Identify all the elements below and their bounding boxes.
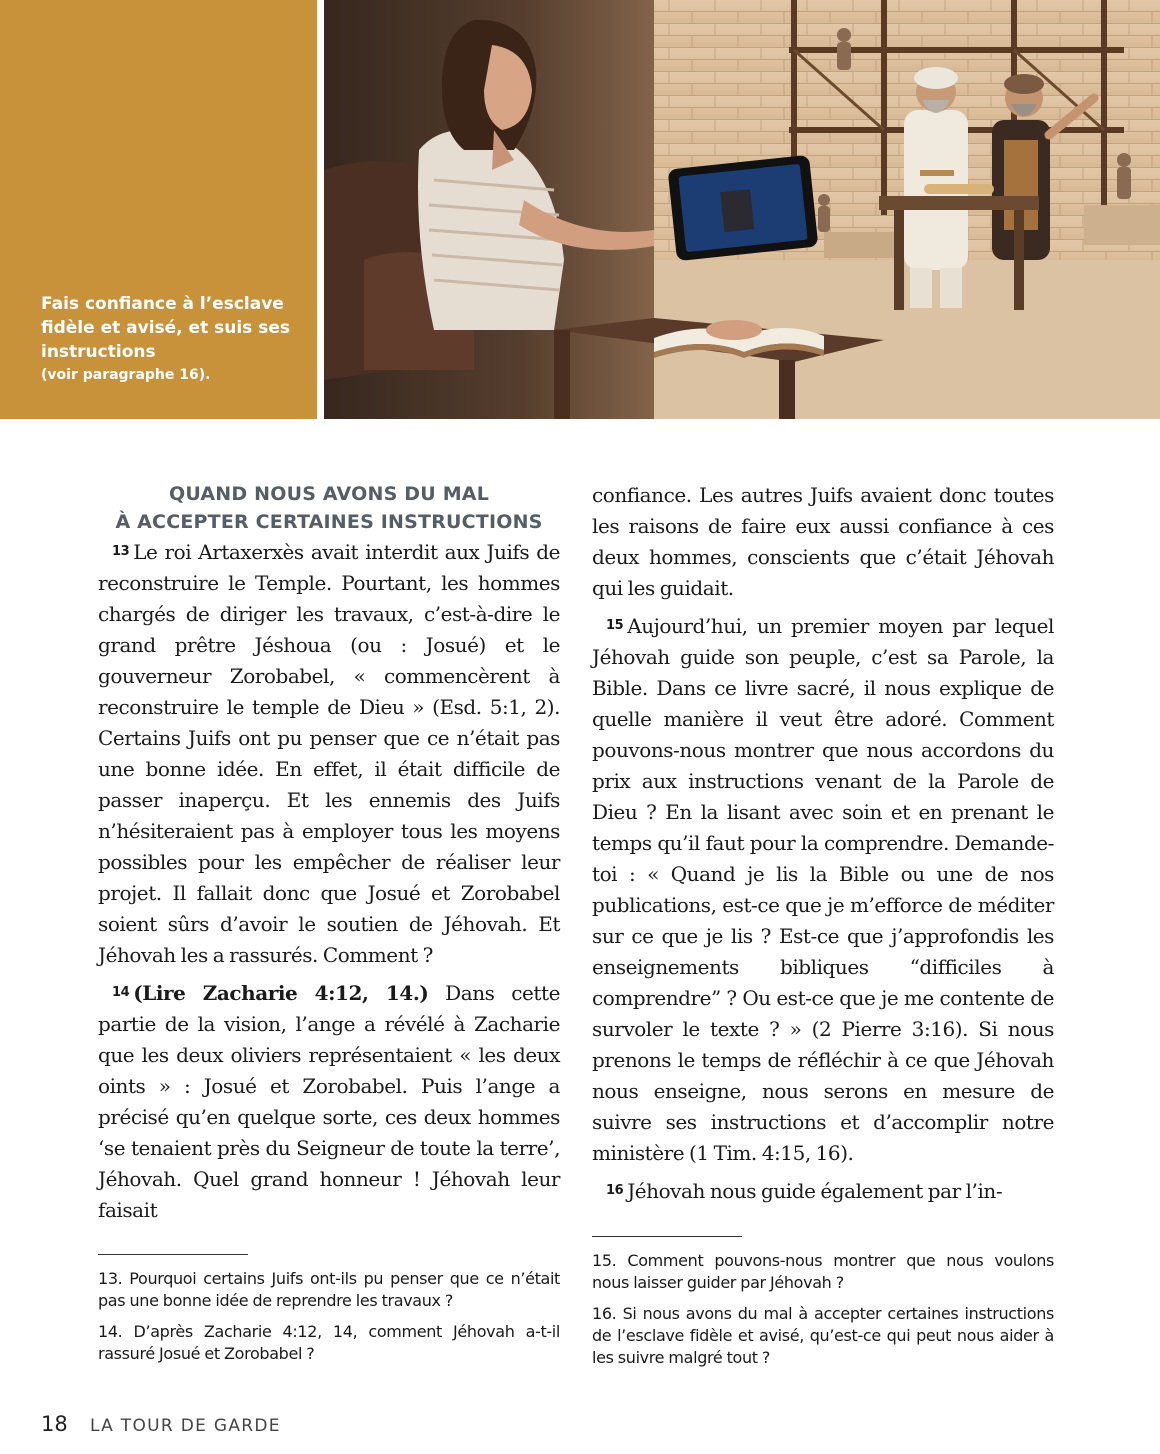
question-number: 15. [592, 1251, 617, 1270]
study-question-14 [98, 1321, 560, 1365]
caption-main: Fais confiance à l’esclave fidèle et avisé, et suis ses instructions [41, 294, 290, 362]
image-caption [41, 292, 303, 386]
caption-reference: (voir paragraphe 16). [41, 367, 211, 383]
paragraph-14 [98, 977, 560, 1226]
section-heading-line-2: À ACCEPTER CERTAINES INSTRUCTIONS [115, 511, 543, 533]
study-questions-left [98, 1254, 560, 1374]
question-text: D’après Zacharie 4:12, 14, comment Jéhovah a-t-il rassuré Josué et Zorobabel ? [98, 1322, 560, 1363]
question-text: Si nous avons du mal à accepter certaines instructions de l’esclave fidèle et avisé, qu’est-ce qui peut nous aider à les suivre malgré tout ? [592, 1304, 1054, 1367]
article-column-left [98, 480, 560, 1226]
article-column-right [592, 480, 1054, 1207]
caption-box [0, 0, 317, 419]
page-number: 18 [41, 1412, 68, 1436]
divider [592, 1236, 742, 1237]
paragraph-text: Aujourd’hui, un premier moyen par lequel Jéhovah guide son peuple, c’est sa Parole, la Bible. Dans ce livre sacré, il nous explique de quelle manière il veut être adoré. Comment pouvons-nous montrer que nous accordons du prix aux instructions venant de la Parole de Dieu ? En la lisant avec soin et en prenant le temps qu’il faut pour la comprendre. Demande-toi : « Quand je lis la Bible ou une de nos publications, est-ce que je m’efforce de méditer sur ce que je lis ? Est-ce que j’approfondis les enseignements bibliques “difficiles à comprendre” ? Ou est-ce que je me contente de survoler le texte ? » (2 Pierre 3:16). Si nous prenons le temps de réfléchir à ce que Jéhovah nous enseigne, nous serons en mesure de suivre ses instructions et d’accomplir notre ministère (1 Tim. 4:15, 16). [592, 614, 1054, 1165]
paragraph-13 [98, 536, 560, 971]
study-questions-right [592, 1236, 1054, 1378]
paragraph-number: 14 [112, 985, 130, 1000]
question-text: Comment pouvons-nous montrer que nous voulons nous laisser guider par Jéhovah ? [592, 1251, 1054, 1292]
paragraph-14-continued: confiance. Les autres Juifs avaient donc toutes les raisons de faire eux aussi confiance à ces deux hommes, conscients que c’était Jéhovah qui les guidait. [592, 483, 1054, 600]
scripture-reading-reference: (Lire Zacharie 4:12, 14.) [133, 981, 429, 1005]
paragraph-number: 16 [606, 1183, 624, 1198]
woman-with-tablet-and-temple-builders-illustration [324, 0, 1160, 419]
paragraph-16 [592, 1175, 1054, 1207]
divider [98, 1254, 248, 1255]
paragraph-text: Jéhovah nous guide également par l’in- [627, 1179, 1003, 1203]
paragraph-15 [592, 610, 1054, 1169]
section-heading-line-1: QUAND NOUS AVONS DU MAL [168, 483, 490, 505]
question-text: Pourquoi certains Juifs ont-ils pu penser que ce n’était pas une bonne idée de reprendre les travaux ? [98, 1269, 560, 1310]
illustration [324, 0, 1160, 419]
study-question-16 [592, 1303, 1054, 1369]
paragraph-text: Le roi Artaxerxès avait interdit aux Juifs de reconstruire le Temple. Pourtant, les hommes chargés de diriger les travaux, c’est-à-dire le grand prêtre Jéshoua (ou : Josué) et le gouverneur Zorobabel, « commencèrent à reconstruire le temple de Dieu » (Esd. 5:1, 2). Certains Juifs ont pu penser que ce n’était pas une bonne idée. En effet, il était difficile de passer inaperçu. Et les ennemis des Juifs n’hésiteraient pas à employer tous les moyens possibles pour les empêcher de réaliser leur projet. Il fallait donc que Josué et Zorobabel soient sûrs d’avoir le soutien de Jéhovah. Et Jéhovah les a rassurés. Comment ? [98, 540, 560, 967]
publication-title: LA TOUR DE GARDE [90, 1416, 281, 1436]
paragraph-text: Dans cette partie de la vision, l’ange a révélé à Zacharie que les deux oliviers représentaient « les deux oints » : Josué et Zorobabel. Puis l’ange a précisé qu’en quelque sorte, ces deux hommes ‘se tenaient près du Seigneur de toute la terre’, Jéhovah. Quel grand honneur ! Jéhovah leur faisait [98, 981, 560, 1222]
study-question-15 [592, 1250, 1054, 1294]
study-question-13 [98, 1268, 560, 1312]
question-number: 13. [98, 1269, 123, 1288]
question-number: 14. [98, 1322, 123, 1341]
paragraph-number: 13 [112, 544, 130, 559]
paragraph-number: 15 [606, 618, 624, 633]
section-heading [98, 480, 560, 536]
question-number: 16. [592, 1304, 617, 1323]
